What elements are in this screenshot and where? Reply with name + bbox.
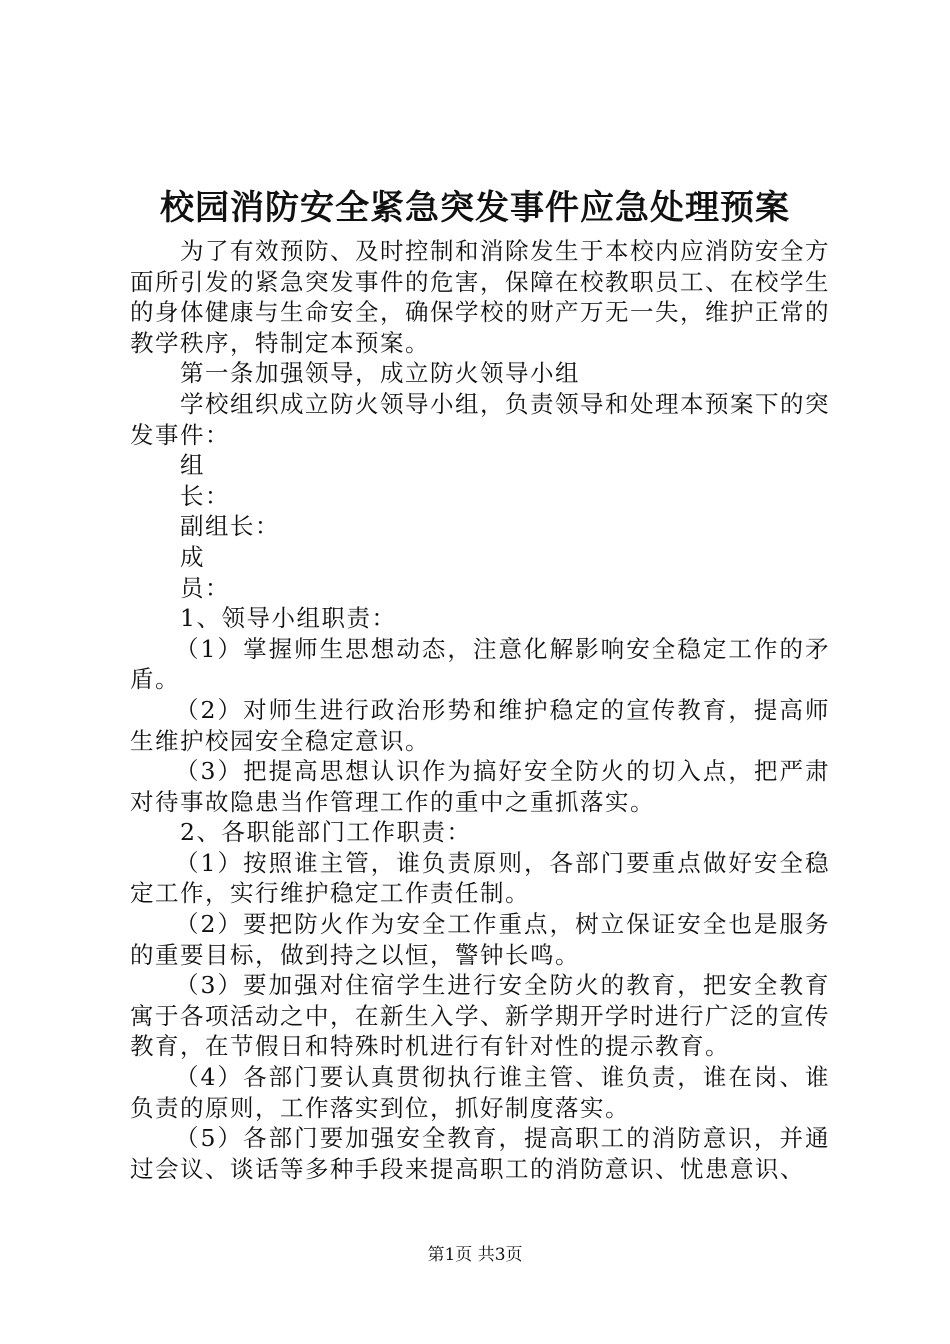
paragraph: 学校组织成立防火领导小组，负责领导和处理本预案下的突发事件： xyxy=(130,389,830,449)
list-item: （3）把提高思想认识作为搞好安全防火的切入点，把严肃对待事故隐患当作管理工作的重中之重抓落实。 xyxy=(130,757,830,816)
article-heading: 第一条加强领导，成立防火领导小组 xyxy=(180,359,580,388)
list-item: （3）要加强对住宿学生进行安全防火的教育，把安全教育寓于各项活动之中，在新生入学、新学期开学时进行广泛的宣传教育，在节假日和特殊时机进行有针对性的提示教育。 xyxy=(130,971,830,1061)
list-item: （2）要把防火作为安全工作重点，树立保证安全也是服务的重要目标，做到持之以恒，警钟长鸣。 xyxy=(130,910,830,969)
section-heading: 2、各职能部门工作职责： xyxy=(180,818,472,847)
document-title: 校园消防安全紧急突发事件应急处理预案 xyxy=(160,188,790,228)
list-item: （4）各部门要认真贯彻执行谁主管、谁负责，谁在岗、谁负责的原则，工作落实到位，抓好制度落实。 xyxy=(130,1063,830,1122)
document-body xyxy=(130,236,830,1184)
members-label: 成员： xyxy=(180,542,230,602)
section-heading: 1、领导小组职责： xyxy=(180,604,397,633)
leader-label: 组长： xyxy=(180,451,230,510)
list-item: （5）各部门要加强安全教育，提高职工的消防意识，并通过会议、谈话等多种手段来提高职工的消防意识、忧患意识、 xyxy=(130,1124,830,1183)
page-footer: 第1页 共3页 xyxy=(427,1245,523,1265)
deputy-leader-label: 副组长： xyxy=(180,512,280,541)
list-item: （1）按照谁主管，谁负责原则，各部门要重点做好安全稳定工作，实行维护稳定工作责任制。 xyxy=(130,848,830,908)
list-item: （1）掌握师生思想动态，注意化解影响安全稳定工作的矛盾。 xyxy=(130,634,830,694)
list-item: （2）对师生进行政治形势和维护稳定的宣传教育，提高师生维护校园安全稳定意识。 xyxy=(130,695,830,755)
intro-paragraph: 为了有效预防、及时控制和消除发生于本校内应消防安全方面所引发的紧急突发事件的危害，保障在校教职员工、在校学生的身体健康与生命安全，确保学校的财产万无一失，维护正常的教学秩序，特制定本预案。 xyxy=(130,237,830,357)
